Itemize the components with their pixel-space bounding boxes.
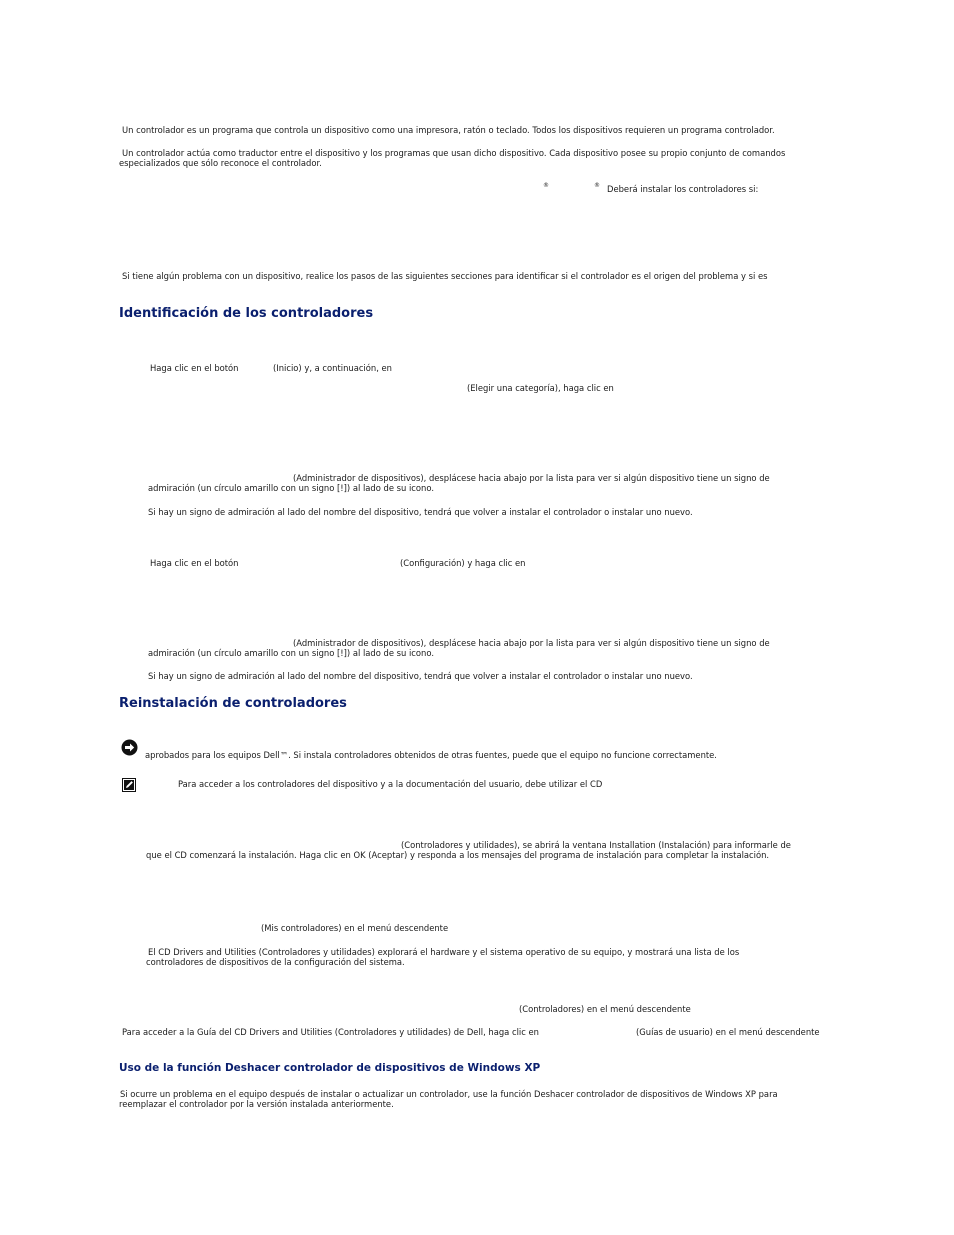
guide-text-start: Para acceder a la Guía del CD Drivers and Utilities (Controladores y utilidades) de Dell, haga clic en [122,1027,539,1037]
scan-line-2: controladores de dispositivos de la configuración del sistema. [146,957,405,967]
w2000-step-3-line-1: (Administrador de dispositivos), desplácese hacia abajo por la lista para ver si algún dispositivo tiene un signo de [293,638,770,648]
note-icon [122,778,136,792]
section-heading-reinstall: Reinstalación de controladores [119,696,347,711]
intro-paragraph-2-line-1: Un controlador actúa como traductor entre el dispositivo y los programas que usan dicho dispositivo. Cada dispositivo posee su propio conjunto de comandos [122,148,786,158]
w2000-step-1-end: (Configuración) y haga clic en [400,558,526,568]
section-heading-identify: Identificación de los controladores [119,306,374,321]
xp-note: Si hay un signo de admiración al lado del nombre del dispositivo, tendrá que volver a instalar el controlador o instalar uno nuevo. [148,507,693,517]
intro-paragraph-1: Un controlador es un programa que controla un dispositivo como una impresora, ratón o teclado. Todos los dispositivos requieren un programa controlador. [122,125,775,135]
registered-mark-1: ® [543,182,549,189]
xp-step-3-line-2: admiración (un círculo amarillo con un signo [!]) al lado de su icono. [148,483,434,493]
w2000-step-3-line-2: admiración (un círculo amarillo con un signo [!]) al lado de su icono. [148,648,434,658]
xp-step-2: (Elegir una categoría), haga clic en [467,383,614,393]
guide-text-end: (Guías de usuario) en el menú descendente [636,1027,820,1037]
my-drivers-menu-text: (Mis controladores) en el menú descendente [261,923,449,933]
intro-paragraph-2-line-2: especializados que sólo reconoce el controlador. [119,158,322,168]
intro-paragraph-4: Si tiene algún problema con un dispositivo, realice los pasos de las siguientes secciones para identificar si el controlador es el origen del problema y si es [122,271,768,281]
notice-text: aprobados para los equipos Dell™. Si instala controladores obtenidos de otras fuentes, puede que el equipo no funcione correctamente. [145,750,717,760]
xp-step-1-start: Haga clic en el botón [150,363,239,373]
cd-install-line-1: (Controladores y utilidades), se abrirá la ventana Installation (Instalación) para informarle de [401,840,791,850]
section-heading-rollback: Uso de la función Deshacer controlador de dispositivos de Windows XP [119,1062,541,1074]
xp-step-1-end: (Inicio) y, a continuación, en [273,363,392,373]
rollback-line-1: Si ocurre un problema en el equipo después de instalar o actualizar un controlador, use la función Deshacer controlador de dispositivos de Windows XP para [120,1089,778,1099]
rollback-line-2: reemplazar el controlador por la versión instalada anteriormente. [119,1099,394,1109]
notice-icon [121,739,138,756]
drivers-menu-text: (Controladores) en el menú descendente [519,1004,691,1014]
intro-paragraph-3-tail: Deberá instalar los controladores si: [607,184,759,194]
w2000-note: Si hay un signo de admiración al lado del nombre del dispositivo, tendrá que volver a instalar el controlador o instalar uno nuevo. [148,671,693,681]
w2000-step-1-start: Haga clic en el botón [150,558,239,568]
cd-install-line-2: que el CD comenzará la instalación. Haga clic en OK (Aceptar) y responda a los mensajes del programa de instalación para completar la instalación. [146,850,770,860]
xp-step-3-line-1: (Administrador de dispositivos), desplácese hacia abajo por la lista para ver si algún dispositivo tiene un signo de [293,473,770,483]
registered-mark-2: ® [594,182,600,189]
note-text: Para acceder a los controladores del dispositivo y a la documentación del usuario, debe utilizar el CD [178,779,603,789]
scan-line-1: El CD Drivers and Utilities (Controladores y utilidades) explorará el hardware y el sistema operativo de su equipo, y mostrará una lista de los [148,947,740,957]
